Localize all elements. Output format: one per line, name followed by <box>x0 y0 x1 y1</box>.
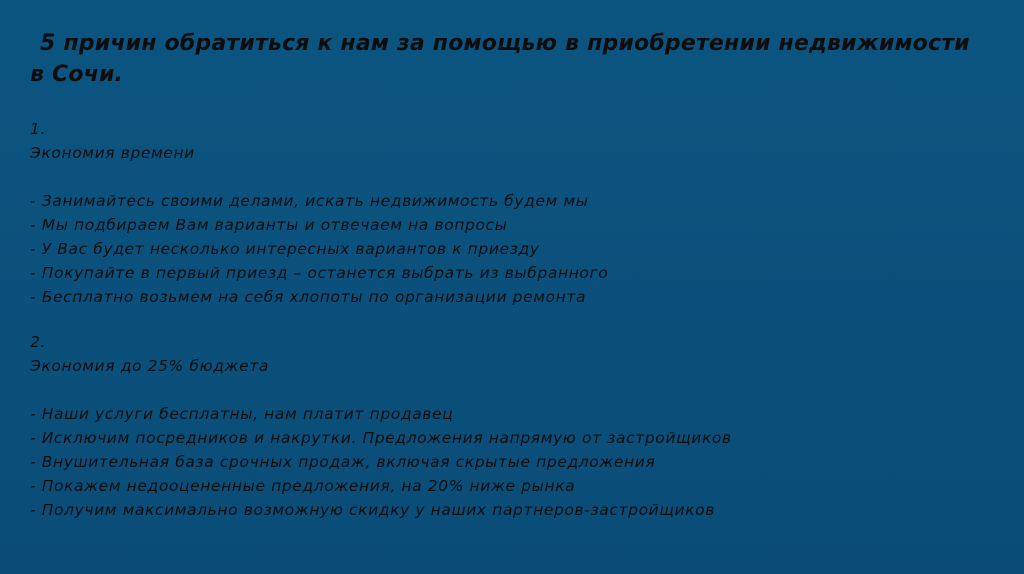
slide-title <box>30 28 980 90</box>
section-1-list <box>30 189 608 309</box>
list-item: - Исключим посредников и накрутки. Предложения напрямую от застройщиков <box>30 429 732 447</box>
slide-title-line-1: 5 причин обратиться к нам за помощью в приобретении недвижимости <box>40 31 970 56</box>
list-item: - Занимайтесь своими делами, искать недвижимость будем мы <box>30 192 589 210</box>
section-1-heading: Экономия времени <box>30 144 195 162</box>
list-item: - Мы подбираем Вам варианты и отвечаем на вопросы <box>30 216 508 234</box>
section-2-heading: Экономия до 25% бюджета <box>30 357 269 375</box>
list-item: - Внушительная база срочных продаж, включая скрытые предложения <box>30 453 656 471</box>
list-item: - Бесплатно возьмем на себя хлопоты по организации ремонта <box>30 288 587 306</box>
list-item: - Получим максимально возможную скидку у наших партнеров-застройщиков <box>30 501 715 519</box>
list-item: - У Вас будет несколько интересных вариантов к приезду <box>30 240 540 258</box>
list-item: - Покажем недооцененные предложения, на 20% ниже рынка <box>30 477 576 495</box>
list-item: - Наши услуги бесплатны, нам платит продавец <box>30 405 454 423</box>
slide-title-line-2: в Сочи. <box>30 62 124 87</box>
section-2-number: 2. <box>30 333 46 351</box>
list-item: - Покупайте в первый приезд – останется выбрать из выбранного <box>30 264 609 282</box>
section-1-number: 1. <box>30 120 46 138</box>
section-2-list <box>30 402 732 522</box>
